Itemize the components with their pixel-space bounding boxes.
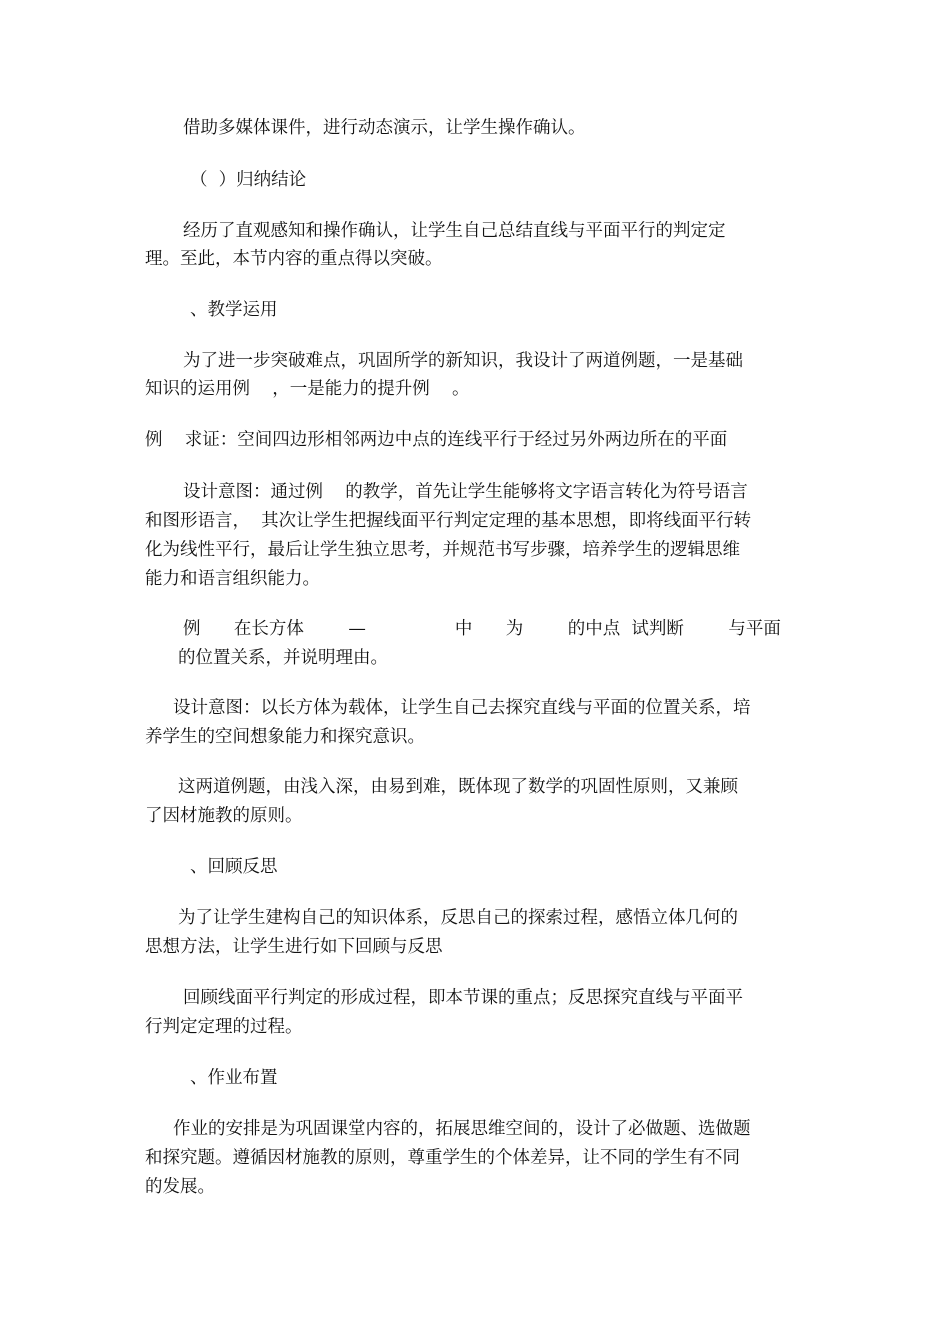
- paragraph-text: 作业的安排是为巩固课堂内容的，拓展思维空间的，设计了必做题、选做题: [173, 1119, 751, 1139]
- paragraph-text: 借助多媒体课件，进行动态演示，让学生操作确认。: [183, 118, 586, 138]
- section-heading: 、回顾反思: [190, 857, 278, 877]
- paragraph-text: 理。至此，本节内容的重点得以突破。: [145, 249, 443, 269]
- section-heading: （ ）归纳结论: [190, 170, 307, 190]
- paragraph-text: 知识的运用例 ，一是能力的提升例 。: [145, 379, 470, 399]
- paragraph-text: 思想方法，让学生进行如下回顾与反思: [145, 937, 443, 957]
- example-statement: 例 在长方体 — 中 为 的中点 试判断 与平面: [183, 619, 781, 639]
- paragraph-text: 化为线性平行，最后让学生独立思考，并规范书写步骤，培养学生的逻辑思维: [145, 540, 740, 560]
- paragraph-text: 和图形语言， 其次让学生把握线面平行判定定理的基本思想，即将线面平行转: [145, 511, 752, 531]
- paragraph-text: 养学生的空间想象能力和探究意识。: [145, 727, 425, 747]
- paragraph-text: 的发展。: [145, 1177, 215, 1197]
- section-heading: 、教学运用: [190, 300, 278, 320]
- paragraph-text: 设计意图：以长方体为载体，让学生自己去探究直线与平面的位置关系，培: [173, 698, 751, 718]
- paragraph-text: 为了进一步突破难点，巩固所学的新知识，我设计了两道例题，一是基础: [183, 351, 743, 371]
- paragraph-text: 行判定定理的过程。: [145, 1017, 303, 1037]
- example-statement: 例 求证：空间四边形相邻两边中点的连线平行于经过另外两边所在的平面: [145, 430, 728, 450]
- paragraph-text: 回顾线面平行判定的形成过程，即本节课的重点；反思探究直线与平面平: [183, 988, 743, 1008]
- paragraph-text: 经历了直观感知和操作确认，让学生自己总结直线与平面平行的判定定: [183, 221, 726, 241]
- paragraph-text: 设计意图：通过例 的教学，首先让学生能够将文字语言转化为符号语言: [183, 482, 748, 502]
- paragraph-text: 能力和语言组织能力。: [145, 569, 320, 589]
- paragraph-text: 为了让学生建构自己的知识体系，反思自己的探索过程，感悟立体几何的: [178, 908, 738, 928]
- paragraph-text: 和探究题。遵循因材施教的原则，尊重学生的个体差异，让不同的学生有不同: [145, 1148, 740, 1168]
- paragraph-text: 了因材施教的原则。: [145, 806, 303, 826]
- example-statement: 的位置关系，并说明理由。: [178, 648, 388, 668]
- paragraph-text: 这两道例题，由浅入深，由易到难，既体现了数学的巩固性原则，又兼顾: [178, 777, 738, 797]
- section-heading: 、作业布置: [190, 1068, 278, 1088]
